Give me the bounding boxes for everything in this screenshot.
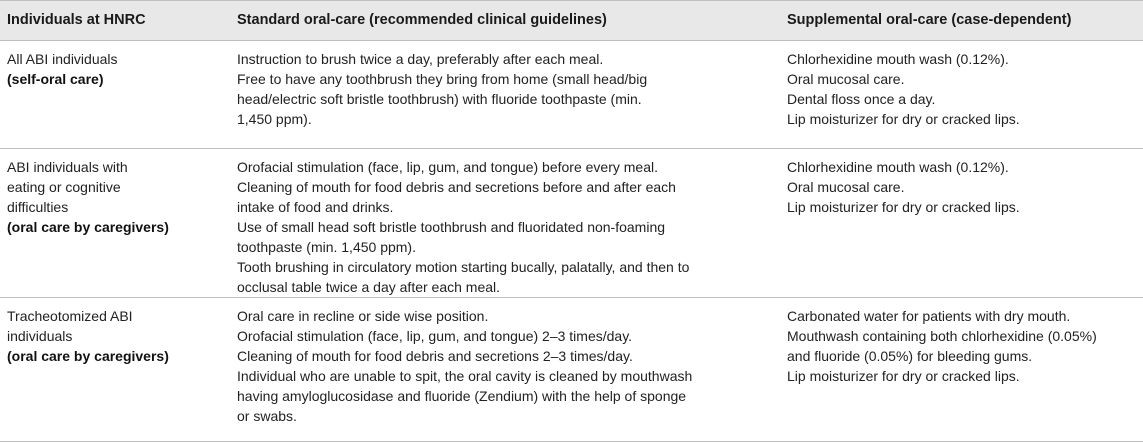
standard-line: Tooth brushing in circulatory motion starting bucally, palatally, and then to <box>237 259 690 275</box>
group-label: All ABI individuals <box>7 51 118 67</box>
supplemental-care-cell <box>787 49 1137 129</box>
supplemental-line: Lip moisturizer for dry or cracked lips. <box>787 111 1020 127</box>
standard-line: Oral care in recline or side wise position. <box>237 308 489 324</box>
standard-line: toothpaste (min. 1,450 ppm). <box>237 239 416 255</box>
standard-line: head/electric soft bristle toothbrush) with fluoride toothpaste (min. <box>237 91 642 107</box>
individuals-cell <box>7 49 217 89</box>
group-label: ABI individuals with <box>7 159 128 175</box>
group-label: individuals <box>7 328 73 344</box>
standard-line: Cleaning of mouth for food debris and secretions before and after each <box>237 179 676 195</box>
individuals-cell <box>7 306 217 366</box>
standard-care-cell <box>237 306 767 426</box>
table-header-row <box>0 0 1143 41</box>
standard-line: Individual who are unable to spit, the oral cavity is cleaned by mouthwash <box>237 368 693 384</box>
standard-line: Instruction to brush twice a day, preferably after each meal. <box>237 51 604 67</box>
care-by-label: (self-oral care) <box>7 71 104 87</box>
standard-line: having amyloglucosidase and fluoride (Zendium) with the help of sponge <box>237 388 687 404</box>
supplemental-line: Lip moisturizer for dry or cracked lips. <box>787 199 1020 215</box>
supplemental-care-cell <box>787 157 1137 217</box>
standard-line: or swabs. <box>237 408 297 424</box>
standard-line: Cleaning of mouth for food debris and secretions 2–3 times/day. <box>237 348 633 364</box>
standard-line: intake of food and drinks. <box>237 199 394 215</box>
standard-care-cell <box>237 157 767 297</box>
group-label: difficulties <box>7 199 69 215</box>
group-label: Tracheotomized ABI <box>7 308 133 324</box>
supplemental-line: Chlorhexidine mouth wash (0.12%). <box>787 159 1009 175</box>
supplemental-line: Oral mucosal care. <box>787 179 905 195</box>
standard-line: Orofacial stimulation (face, lip, gum, and tongue) 2–3 times/day. <box>237 328 633 344</box>
group-label: eating or cognitive <box>7 179 121 195</box>
supplemental-line: Chlorhexidine mouth wash (0.12%). <box>787 51 1009 67</box>
header-standard-oral-care: Standard oral-care (recommended clinical guidelines) <box>237 12 607 28</box>
header-supplemental-oral-care: Supplemental oral-care (case-dependent) <box>787 12 1072 28</box>
standard-line: Orofacial stimulation (face, lip, gum, and tongue) before every meal. <box>237 159 658 175</box>
care-by-label: (oral care by caregivers) <box>7 348 169 364</box>
supplemental-line: Mouthwash containing both chlorhexidine (0.05%) <box>787 328 1097 344</box>
standard-line: occlusal table twice a day after each meal. <box>237 279 501 295</box>
standard-line: Use of small head soft bristle toothbrush and fluoridated non-foaming <box>237 219 666 235</box>
care-by-label: (oral care by caregivers) <box>7 219 169 235</box>
individuals-cell <box>7 157 217 237</box>
standard-care-cell <box>237 49 767 129</box>
table-row <box>0 298 1143 442</box>
table-row <box>0 149 1143 298</box>
supplemental-line: and fluoride (0.05%) for bleeding gums. <box>787 348 1033 364</box>
supplemental-line: Lip moisturizer for dry or cracked lips. <box>787 368 1020 384</box>
standard-line: 1,450 ppm). <box>237 111 312 127</box>
supplemental-line: Dental floss once a day. <box>787 91 936 107</box>
supplemental-line: Carbonated water for patients with dry mouth. <box>787 308 1071 324</box>
supplemental-care-cell <box>787 306 1137 386</box>
header-individuals: Individuals at HNRC <box>7 12 146 28</box>
table-row <box>0 41 1143 149</box>
supplemental-line: Oral mucosal care. <box>787 71 905 87</box>
standard-line: Free to have any toothbrush they bring from home (small head/big <box>237 71 648 87</box>
